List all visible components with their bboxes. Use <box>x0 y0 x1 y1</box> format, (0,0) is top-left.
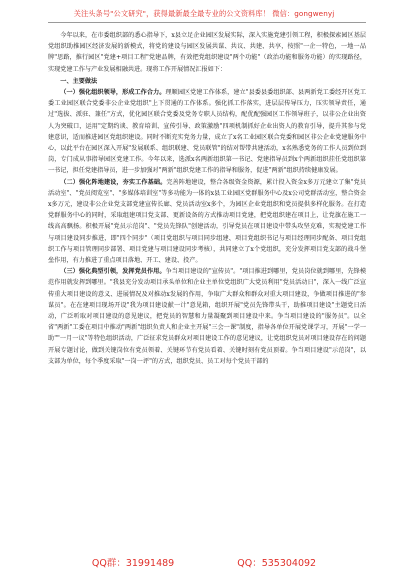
section-paragraph-1 <box>48 87 366 177</box>
section-2-title: （二）强化阵地建设，夯实工作基础。 <box>60 178 167 186</box>
header-banner: 关注头条号"公文研究"，获得最新最全最专业的公文资料库！ 微信：gongwenyj <box>73 9 335 18</box>
section-paragraph-2 <box>48 177 366 267</box>
footer-qq: QQ：535304092 <box>237 558 317 569</box>
header-divider <box>48 22 366 23</box>
footer-contacts <box>0 555 408 569</box>
section-2-text: 完善阵地建设，整合各级资金资源，累计投入资金x多万元建立了集"党员活动室"、"党员阅览室"、"多媒体培训室"等多功能为一体的x县工业园区党群服务中心及x公司党群活动室，整合资金x多万元，建设非公企业党支部党建宣传长廊、党员活动室x多个，为园区企业党组织和党员提供多样化服务。在打造党群服务中心的同时，采取组建项目党支部、更新设备的方式推动项目党建，把党组织建在项目上，让党旗在施工一线高高飘扬。积极开展"党员示范岗"、"党员先锋队"创建活动，引导党员在项目建设中带头攻坚克难，实现党建工作与项目建设同步推进，即"四个同步"（项目党组织与项目同步组建、项目党组织书记与项目经理同步配备、项目党组织工作与项目管理同步部署、项目党建与项目建设同步考核），共同建立了x个党组织，充分发挥项目党支部的战斗堡垒作用，有力推进了重点项目落地、开工、建设、投产。 <box>48 178 366 265</box>
footer-qq-group: QQ群：31991489 <box>91 558 175 569</box>
section-heading-text: 一、主要做法 <box>60 77 98 85</box>
section-paragraph-3 <box>48 266 366 367</box>
document-body <box>48 30 366 367</box>
intro-paragraph: 今年以来，在市委组织部的悉心指导下，x县立足企业园区发展实际，深入实施党建引领工程，积极探索园区基层党组织助推园区经济发展的新模式，将党的建设与园区发展共谋、共议、共建、共享，按照"一企一特色，一地一品牌"思路，推行园区"党建+项目工程"党建品牌，有效把党组织建设"两个功能"（政治功能和服务功能）的实现路径，实现党建工作与产业发展相融共进。现将工作开展情况汇报如下： <box>48 32 366 73</box>
section-3-text: 争当项目建设的"宣传员"。"项目推进到哪里，党员岗位就到哪里，先锋模范作用就发挥到哪里。"我县充分发动项目承头单位和企业主单位党组织广大党员利用"党员活动日"，深入一线广泛宣传重大项目建设的意义、进展情况及对推动x发展的作用，争取广大群众和群众对重大项目建设，争做项目推进的"参谋员"。在在建项目现场开设"我为项目建设献一计"意见箱，组织开展"党员先锋带头干，助推项目建设"主题党日活动，广泛听取对项目建设的意见建议，把党员的智慧和力量凝聚到项目建设中来。争当项目建设的"服务员"。以全省"两新"工委在项目中推动"两新"组织负责人和企业主开展"三会一课"制度，指导各单位开展党课学习，开展"一学一助""一月一议"等特色组织活动，广泛征求党员群众对项目建设工作的意见建议，让党组织党员对项目建设存在的问题开展专题讨论，做到关键岗位有党员领着、关键环节有党员看着、关键时刻有党员顶着。争当项目建设"示范岗"，以支部为单位，每个季度采取"一岗一评"的方式，组织党员、员工对每个党员干部的 <box>48 268 366 365</box>
section-1-text: 理顺园区党建工作体系，建立"县委县委组织部、县两新党工委经开区党工委工业园区联合党委非公企业党组织"上下贯通的工作体系。强化抓工作落实，进层层传导压力，压实领导责任，通过"选拔、派驻、兼任"方式，优化园区联合党委及党务专职人员结构，配优配强园区工作领导班子，以非公企业出资人为突破口，运用"定期约谈、教育培训、宣传引导、政策激励"四项机制抓好企业出资人的教育引导，提升其参与党建意识，适而推进园区党组织建设。同时不断充实党务力量，成立了x名工业园区联合党委和园区非公企业党建服务中心，以此平台在园区深入开展"发展联系、组织联建、党员联管"的结对帮带共建活动，x名熟悉党务的工作人员到位到岗，专门成从事指导园区党建工作。今年以来，选派x名两新组织第一书记、党建指导员到x个两新组织挂任党组织第一书记，担任党建指导员，进一步加强对"两新"组织党建工作的指导和服务，促进"两新"组织持续健康发展。 <box>48 89 366 175</box>
section-3-title: （三）强化典型引领，发挥党员作用。 <box>60 268 166 276</box>
section-heading <box>48 76 366 87</box>
section-1-title: （一）强化组织领导，形成工作合力。 <box>60 89 166 97</box>
